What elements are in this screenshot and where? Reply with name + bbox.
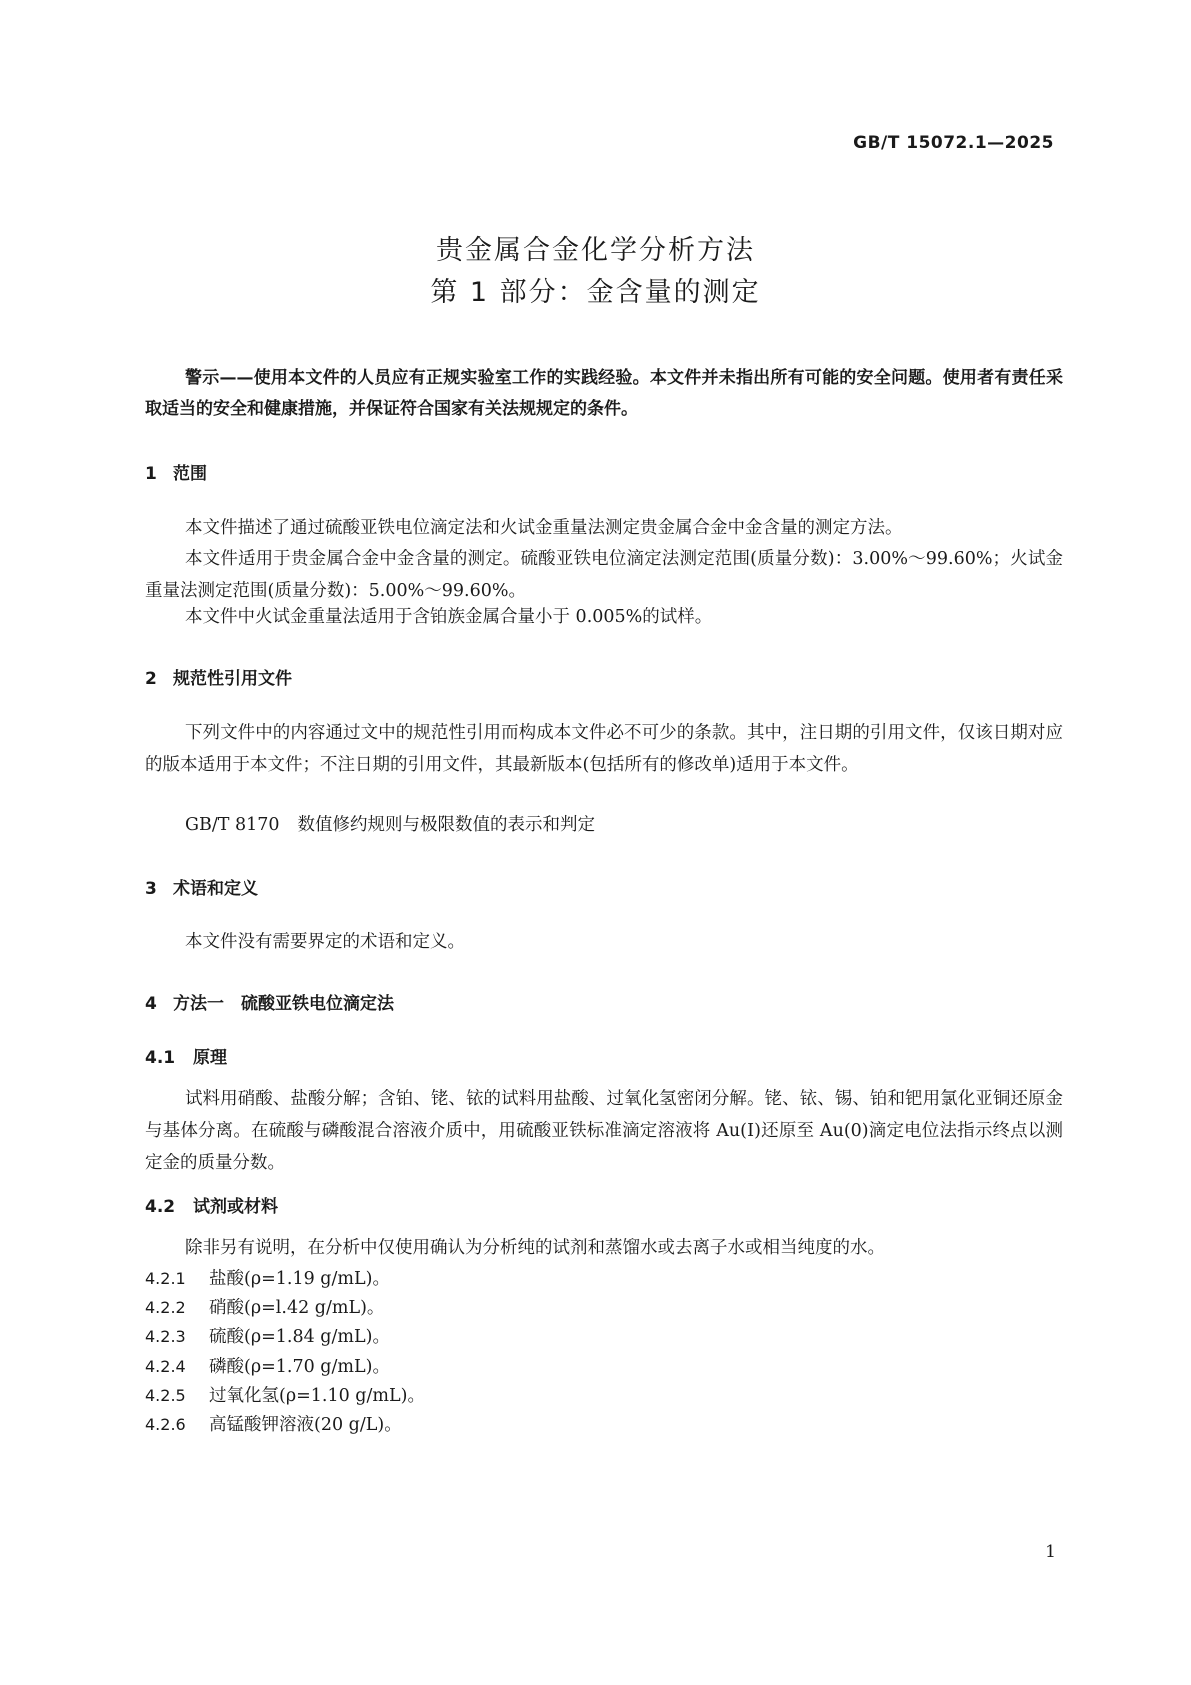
reagent-item — [145, 1294, 384, 1319]
page-number: 1 — [1045, 1542, 1056, 1562]
item-number: 4.2.3 — [145, 1327, 186, 1346]
principle-paragraph: 试料用硝酸、盐酸分解；含铂、铑、铱的试料用盐酸、过氧化氢密闭分解。铑、铱、锡、铂和钯用氯化亚铜还原金与基体分离。在硫酸与磷酸混合溶液介质中，用硫酸亚铁标准滴定溶液将 Au(Ⅰ)还原至 Au(0)滴定电位法指示终点以测定金的质量分数。 — [145, 1089, 1063, 1173]
section-number: 3 — [145, 879, 157, 899]
section-title: 范围 — [173, 464, 207, 484]
reagent-item — [145, 1265, 390, 1290]
section-title: 方法一 硫酸亚铁电位滴定法 — [173, 994, 394, 1014]
section-number: 4 — [145, 994, 157, 1014]
section-title: 规范性引用文件 — [173, 669, 292, 689]
reagent-item — [145, 1411, 402, 1436]
section-3-heading — [145, 874, 258, 899]
item-text: 高锰酸钾溶液(20 g/L)。 — [209, 1415, 402, 1435]
item-text: 磷酸(ρ=1.70 g/mL)。 — [209, 1357, 390, 1377]
standard-code: GB/T 15072.1—2025 — [853, 133, 1054, 153]
subsection-number: 4.1 — [145, 1048, 176, 1068]
item-number: 4.2.4 — [145, 1357, 186, 1376]
item-text: 硫酸(ρ=1.84 g/mL)。 — [209, 1327, 390, 1347]
scope-paragraph-3: 本文件中火试金重量法适用于含铂族金属合量小于 0.005%的试样。 — [185, 607, 713, 627]
document-subtitle: 第 1 部分：金含量的测定 — [430, 277, 761, 308]
reagent-item — [145, 1323, 390, 1348]
subsection-title: 原理 — [193, 1048, 227, 1068]
normative-references-paragraph: 下列文件中的内容通过文中的规范性引用而构成本文件必不可少的条款。其中，注日期的引用文件，仅该日期对应的版本适用于本文件；不注日期的引用文件，其最新版本(包括所有的修改单)适用于本文件。 — [145, 723, 1063, 775]
section-number: 1 — [145, 464, 157, 484]
section-number: 2 — [145, 669, 157, 689]
subsection-title: 试剂或材料 — [193, 1197, 278, 1217]
item-number: 4.2.2 — [145, 1298, 186, 1317]
item-number: 4.2.6 — [145, 1415, 186, 1434]
document-title: 贵金属合金化学分析方法 — [436, 235, 755, 266]
subsection-4-1-heading — [145, 1043, 227, 1068]
item-number: 4.2.5 — [145, 1386, 186, 1405]
warning-paragraph: 警示——使用本文件的人员应有正规实验室工作的实践经验。本文件并未指出所有可能的安全问题。使用者有责任采取适当的安全和健康措施，并保证符合国家有关法规规定的条件。 — [145, 368, 1063, 419]
reference-title: 数值修约规则与极限数值的表示和判定 — [297, 815, 596, 835]
scope-paragraph-1: 本文件描述了通过硫酸亚铁电位滴定法和火试金重量法测定贵金属合金中金含量的测定方法。 — [185, 518, 903, 538]
section-1-heading — [145, 459, 207, 484]
reagents-intro-paragraph: 除非另有说明，在分析中仅使用确认为分析纯的试剂和蒸馏水或去离子水或相当纯度的水。 — [185, 1238, 885, 1258]
reagent-item — [145, 1382, 425, 1407]
section-4-heading — [145, 989, 394, 1014]
item-number: 4.2.1 — [145, 1269, 186, 1288]
reference-entry — [185, 811, 595, 836]
reagent-item — [145, 1353, 390, 1378]
item-text: 盐酸(ρ=1.19 g/mL)。 — [209, 1269, 390, 1289]
reference-code: GB/T 8170 — [185, 815, 280, 835]
item-text: 过氧化氢(ρ=1.10 g/mL)。 — [209, 1386, 425, 1406]
item-text: 硝酸(ρ=l.42 g/mL)。 — [209, 1298, 385, 1318]
section-2-heading — [145, 664, 292, 689]
subsection-4-2-heading — [145, 1192, 278, 1217]
terms-paragraph: 本文件没有需要界定的术语和定义。 — [185, 932, 465, 952]
scope-paragraph-2: 本文件适用于贵金属合金中金含量的测定。硫酸亚铁电位滴定法测定范围(质量分数)：3.00%～99.60%；火试金重量法测定范围(质量分数)：5.00%～99.60%。 — [145, 549, 1063, 601]
section-title: 术语和定义 — [173, 879, 258, 899]
subsection-number: 4.2 — [145, 1197, 176, 1217]
